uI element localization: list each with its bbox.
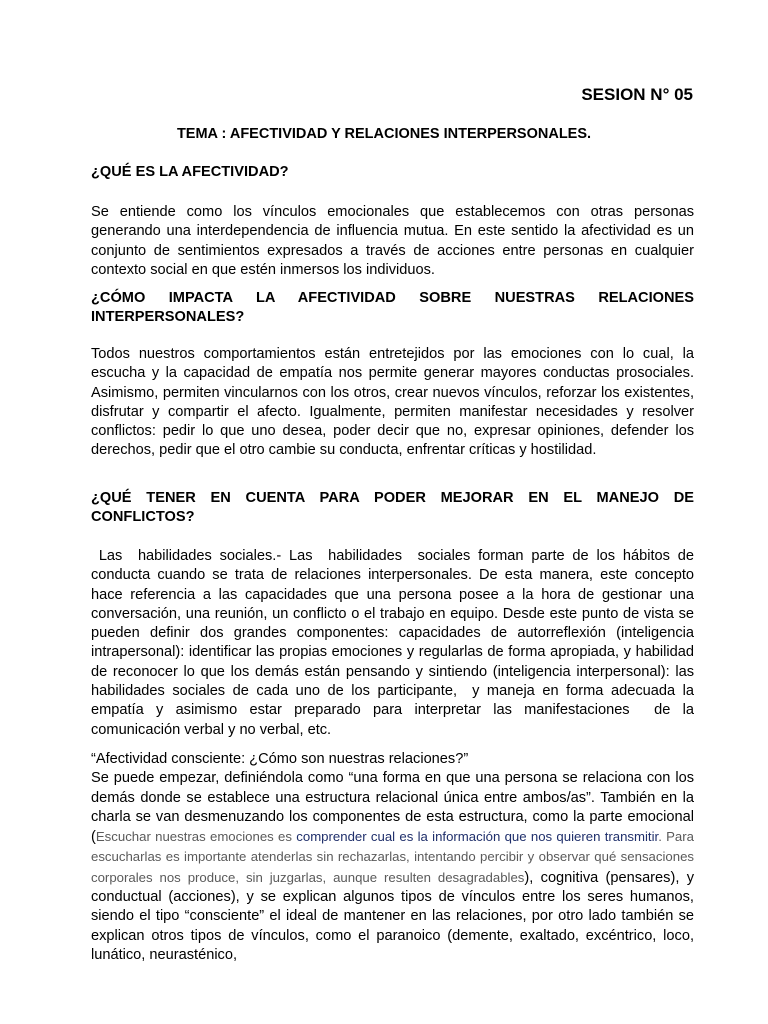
document-title: TEMA : AFECTIVIDAD Y RELACIONES INTERPERSONALES.	[176, 126, 592, 142]
section-1-body: Se entiende como los vínculos emocionales que establecemos con otras personas generando una interdependencia de influencia mutua. En este sentido la afectividad es un conjunto de sentimientos expresados a través de acciones entre personas en cualquier contexto social en que estén inmersos los individuos.	[91, 204, 694, 278]
section-heading: ¿CÓMO IMPACTA LA AFECTIVIDAD SOBRE NUESTRAS RELACIONES INTERPERSONALES?	[91, 290, 694, 326]
section-2-body: Todos nuestros comportamientos están entretejidos por las emociones con lo cual, la escucha y la capacidad de empatía nos permite generar mayores conductas prosociales. Asimismo, permiten vincularnos con los otros, crear nuevos vínculos, reforzar los existentes, disfrutar y compartir el afecto. Igualmente, permiten manifestar necesidades y resolver conflictos: pedir lo que uno desea, poder decir que no, expresar opiniones, defender los derechos, pedir que el otro cambie su conducta, enfrentar críticas y hostilidad.	[91, 346, 694, 459]
final-paragraph	[91, 769, 694, 965]
highlight-gray-text: Escuchar nuestras emociones es	[95, 829, 297, 845]
section-3-body: Las habilidades sociales.- Las habilidades sociales forman parte de los hábitos de conducta cuando se trata de relaciones interpersonales. De esta manera, este concepto hace referencia a las capacidades que una persona posee a la hora de gestionar una conversación, una reunión, un conflicto o el trabajo en equipo. Desde este punto de vista se pueden definir dos grandes componentes: capacidades de autorreflexión (inteligencia intrapersonal): identificar las propias emociones y regularlas de forma apropiada, y habilidad de reconocer lo que los demás están pensando y sintiendo (inteligencia interpersonal): las habilidades sociales de cada uno de los participante, y maneja en forma adecuada la empatía y asimismo estar preparado para interpretar las manifestaciones de la comunicación verbal y no verbal, etc.	[91, 548, 699, 738]
section-2-heading	[91, 289, 694, 328]
section-heading: ¿QUÉ ES LA AFECTIVIDAD?	[91, 164, 289, 180]
section-3-heading	[91, 489, 694, 528]
highlight-blue-text: comprender cual es la información que nos quieren transmitir	[296, 829, 659, 845]
session-number: SESION N° 05	[581, 85, 693, 104]
final-section	[91, 750, 694, 965]
paragraph-text-2: ), cognitiva (pensares), y conductual (acciones), y se explican algunos tipos de vínculos entre los seres humanos, siendo el tipo “consciente” el ideal de mantener en las relaciones, por otro lado también se explican otros tipos de vínculos, como el paranoico (demente, exaltado, excéntrico, loco, lunático, neurasténico,	[91, 869, 694, 963]
section-heading: ¿QUÉ TENER EN CUENTA PARA PODER MEJORAR EN EL MANEJO DE CONFLICTOS?	[91, 490, 694, 526]
highlight-gray-text-2: . Para escucharlas es importante atenderlas sin rechazarlas, intentando percibir y observar qué sensaciones corporales nos produce, sin juzgarlas, aunque resulten desagradables	[91, 829, 694, 885]
section-1	[91, 163, 694, 182]
quote-line: “Afectividad consciente: ¿Cómo son nuestras relaciones?”	[91, 751, 469, 767]
paragraph-text: Se puede empezar, definiéndola como “una forma en que una persona se relaciona con los demás donde se establece una estructura relacional única entre ambos/as”. También en la charla se van desmenuzando los componentes de esta estructura, como la parte emocional (	[91, 770, 694, 846]
